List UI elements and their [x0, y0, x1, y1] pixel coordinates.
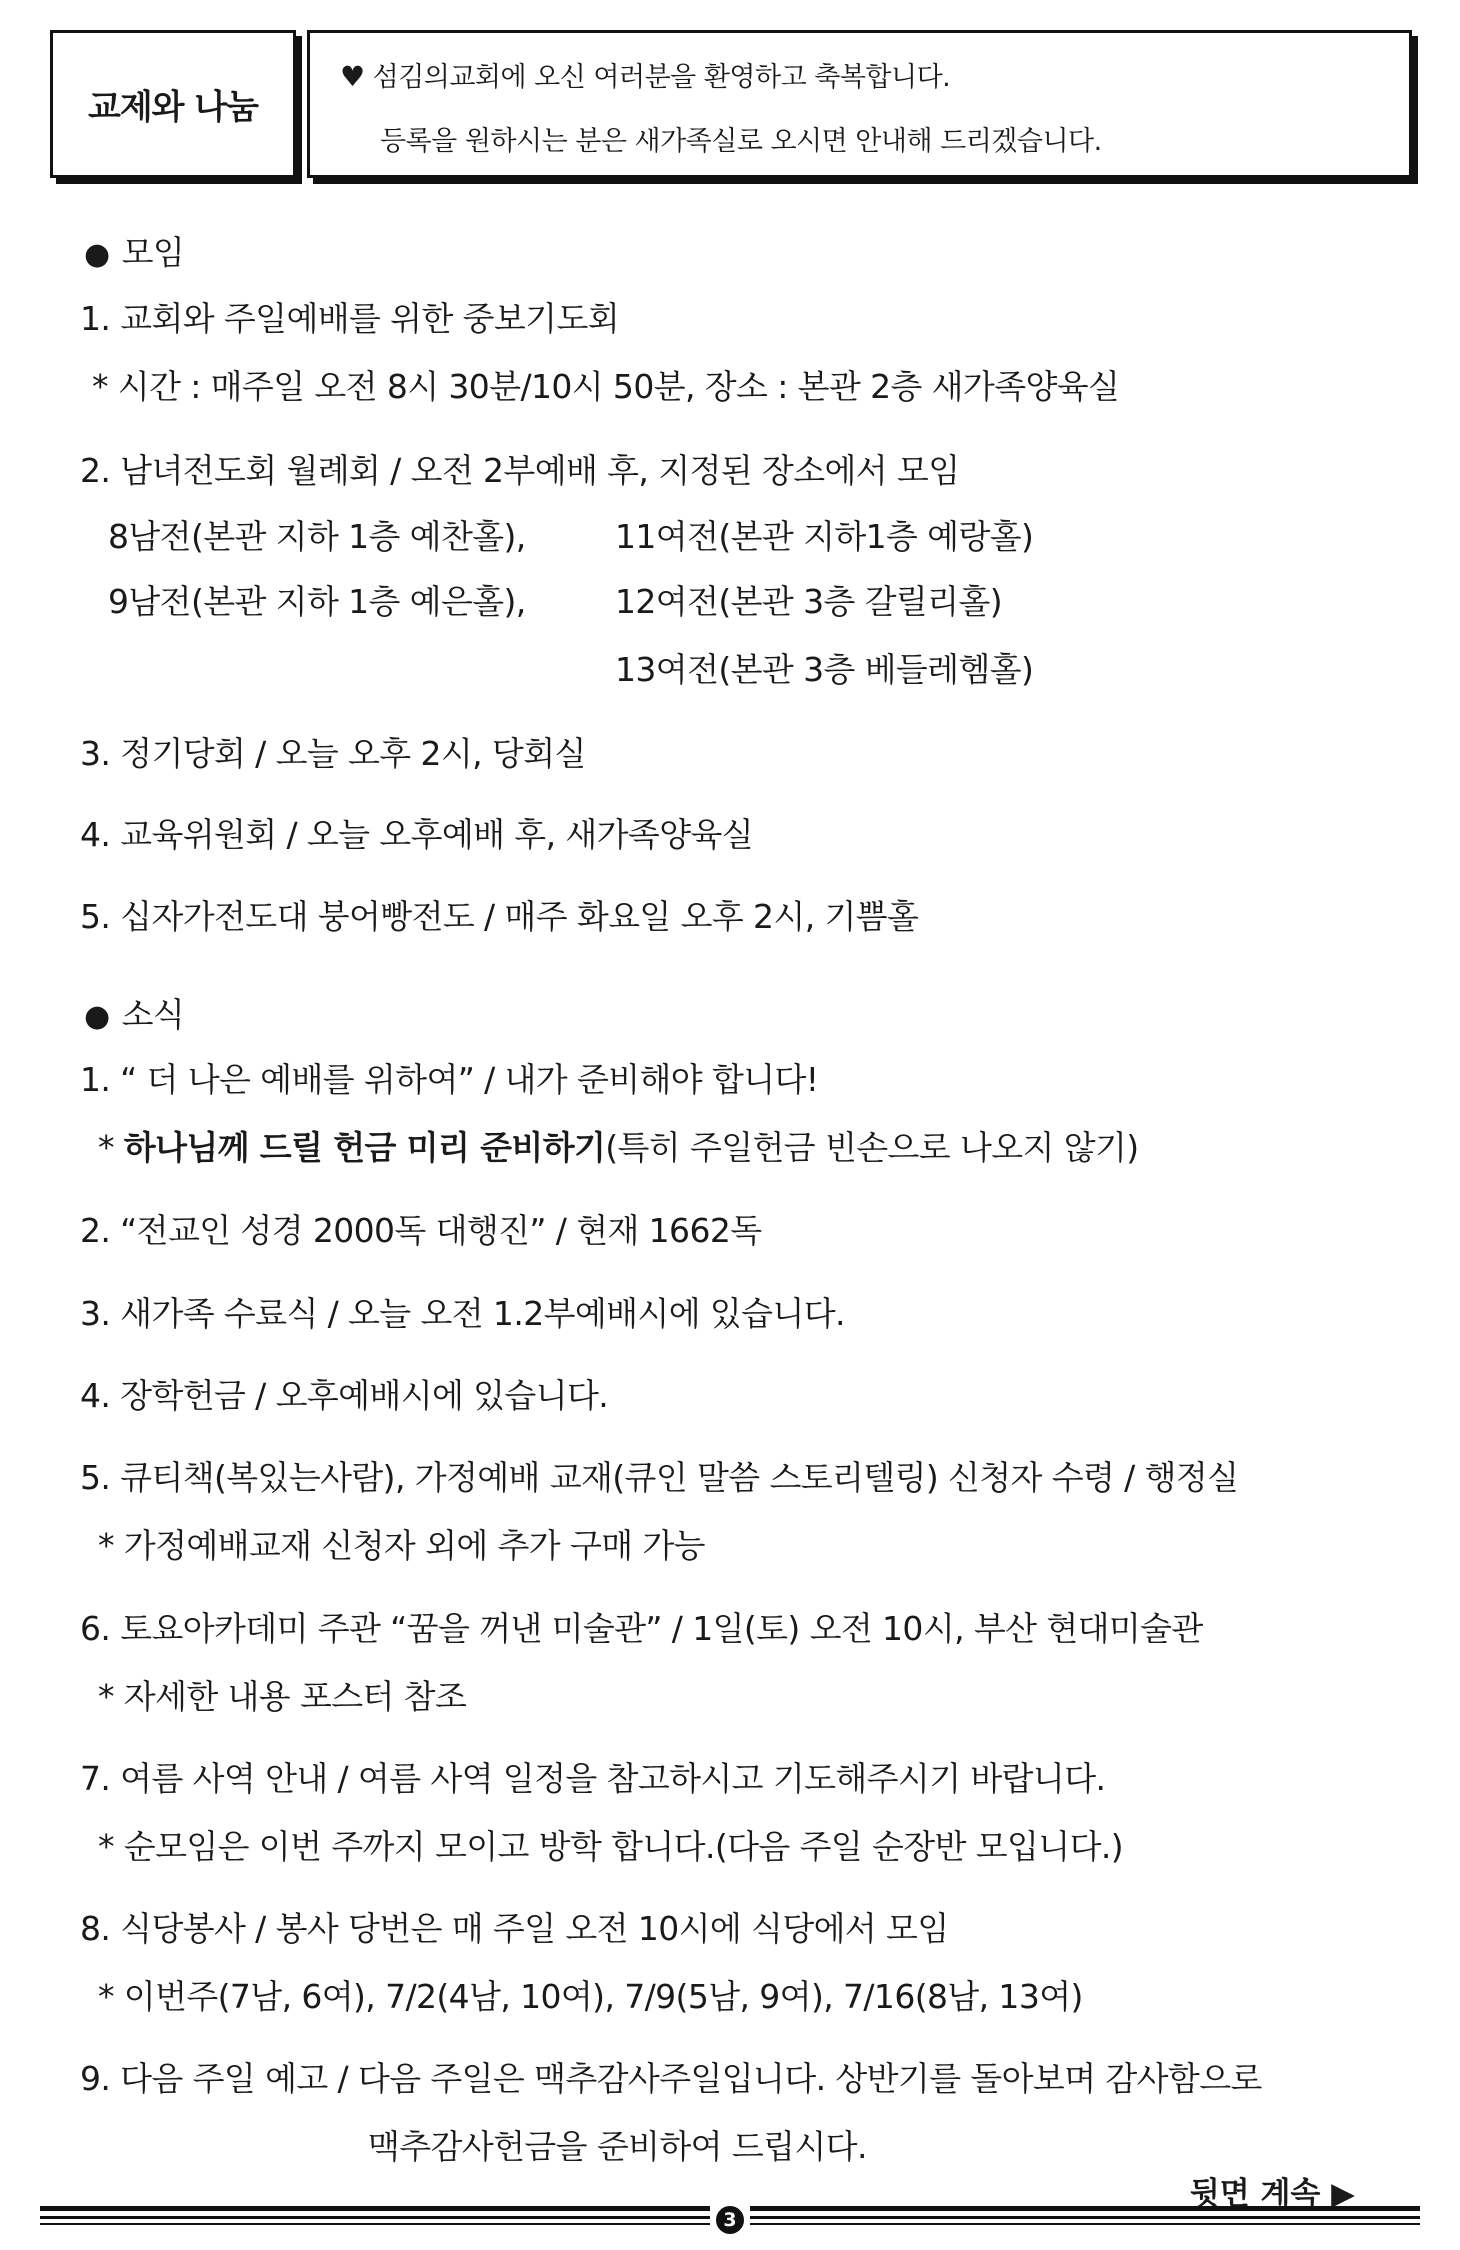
heart-icon: ♥ — [340, 60, 365, 93]
meeting-line: 8남전(본관 지하 1층 예찬홀), — [108, 517, 526, 556]
bullet-icon: ● — [84, 999, 110, 1034]
meeting-line: 11여전(본관 지하1층 예랑홀) — [615, 517, 1034, 556]
emphasis-text: 하나님께 드릴 헌금 미리 준비하기 — [123, 1128, 606, 1167]
news-line: 8. 식당봉사 / 봉사 당번은 매 주일 오전 10시에 식당에서 모임 — [80, 1909, 949, 1948]
news-line: * 하나님께 드릴 헌금 미리 준비하기(특히 주일헌금 빈손으로 나오지 않기) — [98, 1128, 1139, 1167]
news-line: * 가정예배교재 신청자 외에 추가 구매 가능 — [98, 1526, 705, 1565]
meeting-line: 12여전(본관 3층 갈릴리홀) — [615, 582, 1003, 621]
meeting-line: 2. 남녀전도회 월례회 / 오전 2부예배 후, 지정된 장소에서 모임 — [80, 451, 960, 490]
news-line: 1. “ 더 나은 예배를 위하여” / 내가 준비해야 합니다! — [80, 1060, 819, 1099]
divider — [40, 2223, 710, 2225]
news-line: * 이번주(7남, 6여), 7/2(4남, 10여), 7/9(5남, 9여), 7/16(8남, 13여) — [98, 1977, 1083, 2016]
news-line: 7. 여름 사역 안내 / 여름 사역 일정을 참고하시고 기도해주시기 바랍니다. — [80, 1759, 1106, 1798]
news-line: 3. 새가족 수료식 / 오늘 오전 1.2부예배시에 있습니다. — [80, 1294, 845, 1333]
divider — [750, 2206, 1420, 2211]
meeting-line: 3. 정기당회 / 오늘 오후 2시, 당회실 — [80, 734, 586, 773]
news-line: 4. 장학헌금 / 오후예배시에 있습니다. — [80, 1376, 609, 1415]
welcome-line-1: ♥ 섬김의교회에 오신 여러분을 환영하고 축복합니다. — [340, 60, 951, 93]
meetings-heading: ● 모임 — [84, 233, 185, 272]
news-line: * 자세한 내용 포스터 참조 — [98, 1677, 467, 1716]
meeting-line: * 시간 : 매주일 오전 8시 30분/10시 50분, 장소 : 본관 2층 새가족양육실 — [92, 367, 1120, 406]
meeting-line: 1. 교회와 주일예배를 위한 중보기도회 — [80, 299, 620, 338]
meeting-line: 4. 교육위원회 / 오늘 오후예배 후, 새가족양육실 — [80, 815, 754, 854]
triangle-right-icon: ▶ — [1331, 2176, 1355, 2212]
footer-rule — [40, 2203, 1420, 2231]
news-line: 2. “전교인 성경 2000독 대행진” / 현재 1662독 — [80, 1211, 762, 1250]
news-line: 5. 큐티책(복있는사람), 가정예배 교재(큐인 말씀 스토리텔링) 신청자 수령 / 행정실 — [80, 1458, 1239, 1497]
bullet-icon: ● — [84, 237, 110, 272]
divider — [40, 2216, 710, 2219]
page-number: 3 — [712, 2202, 748, 2238]
news-heading: ● 소식 — [84, 995, 185, 1034]
section-title: 교제와 나눔 — [87, 87, 259, 128]
continue-note: 뒷면 계속 ▶ — [1189, 2176, 1355, 2212]
welcome-line-2: 등록을 원하시는 분은 새가족실로 오시면 안내해 드리겠습니다. — [380, 126, 1102, 157]
news-line: 9. 다음 주일 예고 / 다음 주일은 맥추감사주일입니다. 상반기를 돌아보며 감사함으로 — [80, 2059, 1262, 2098]
divider — [750, 2216, 1420, 2219]
news-line: 맥추감사헌금을 준비하여 드립시다. — [368, 2127, 867, 2166]
meeting-line: 5. 십자가전도대 붕어빵전도 / 매주 화요일 오후 2시, 기쁨홀 — [80, 897, 919, 936]
divider — [40, 2206, 710, 2211]
meeting-line: 9남전(본관 지하 1층 예은홀), — [108, 582, 526, 621]
news-line: 6. 토요아카데미 주관 “꿈을 꺼낸 미술관” / 1일(토) 오전 10시, 부산 현대미술관 — [80, 1609, 1203, 1648]
news-line: * 순모임은 이번 주까지 모이고 방학 합니다.(다음 주일 순장반 모입니다.) — [98, 1827, 1124, 1866]
meeting-line: 13여전(본관 3층 베들레헴홀) — [615, 650, 1034, 689]
divider — [750, 2223, 1420, 2225]
